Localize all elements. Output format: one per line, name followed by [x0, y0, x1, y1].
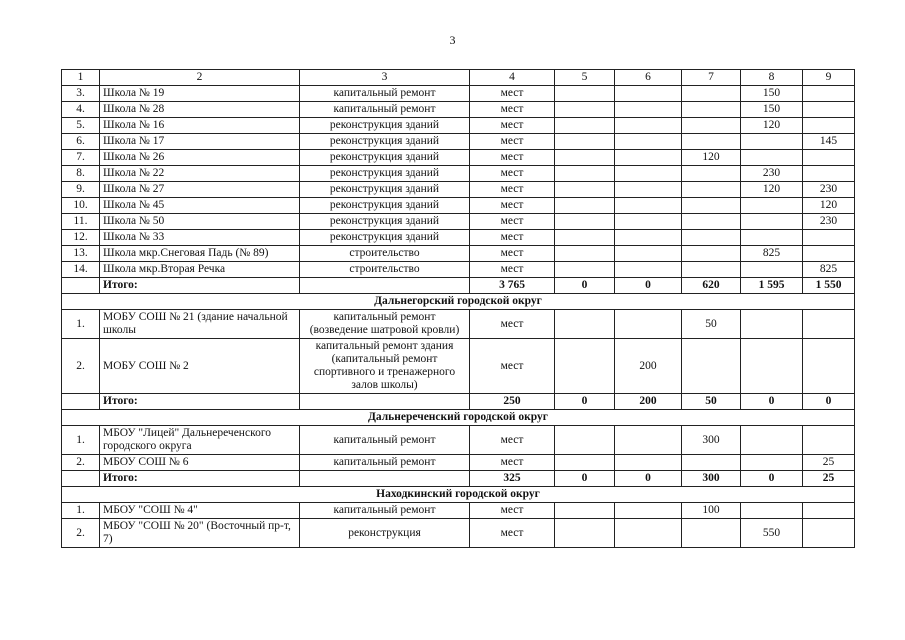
value-c7 — [682, 262, 741, 278]
value-c9: 825 — [803, 262, 855, 278]
row-number: 11. — [62, 214, 100, 230]
total-c5: 0 — [555, 278, 615, 294]
table-row — [62, 426, 855, 455]
value-c6 — [615, 118, 682, 134]
table-row — [62, 455, 855, 471]
value-c7 — [682, 246, 741, 262]
program-table — [61, 69, 855, 548]
table-row — [62, 214, 855, 230]
value-c7: 300 — [682, 426, 741, 455]
unit: мест — [470, 455, 555, 471]
unit: мест — [470, 198, 555, 214]
value-c9: 25 — [803, 455, 855, 471]
value-c7 — [682, 339, 741, 394]
value-c5 — [555, 198, 615, 214]
unit: мест — [470, 166, 555, 182]
value-c5 — [555, 102, 615, 118]
value-c9 — [803, 150, 855, 166]
header-cell: 1 — [62, 70, 100, 86]
section-header-row — [62, 410, 855, 426]
work-type: строительство — [300, 262, 470, 278]
value-c5 — [555, 262, 615, 278]
work-type: капитальный ремонт — [300, 455, 470, 471]
value-c8 — [741, 262, 803, 278]
header-cell: 3 — [300, 70, 470, 86]
row-number: 3. — [62, 86, 100, 102]
row-number: 10. — [62, 198, 100, 214]
value-c5 — [555, 230, 615, 246]
object-name: Школа мкр.Вторая Речка — [100, 262, 300, 278]
value-c9 — [803, 118, 855, 134]
value-c5 — [555, 310, 615, 339]
unit: мест — [470, 426, 555, 455]
unit: мест — [470, 339, 555, 394]
value-c5 — [555, 118, 615, 134]
object-name: Школа № 45 — [100, 198, 300, 214]
unit: мест — [470, 150, 555, 166]
work-type: капитальный ремонт здания (капитальный ремонт спортивного и тренажерного залов школы) — [300, 339, 470, 394]
total-empty — [62, 471, 100, 487]
work-type: капитальный ремонт — [300, 86, 470, 102]
table-row — [62, 182, 855, 198]
object-name: Школа № 26 — [100, 150, 300, 166]
section-header-row — [62, 294, 855, 310]
value-c9 — [803, 310, 855, 339]
row-number: 14. — [62, 262, 100, 278]
row-number: 4. — [62, 102, 100, 118]
value-c9 — [803, 426, 855, 455]
value-c6 — [615, 102, 682, 118]
total-row — [62, 278, 855, 294]
value-c5 — [555, 214, 615, 230]
row-number: 2. — [62, 339, 100, 394]
total-empty — [62, 394, 100, 410]
value-c8 — [741, 426, 803, 455]
header-cell: 6 — [615, 70, 682, 86]
value-c8 — [741, 230, 803, 246]
section-title: Дальнегорский городской округ — [62, 294, 855, 310]
table-row — [62, 519, 855, 548]
value-c8 — [741, 198, 803, 214]
object-name: МБОУ "СОШ № 4" — [100, 503, 300, 519]
work-type: строительство — [300, 246, 470, 262]
value-c5 — [555, 166, 615, 182]
value-c6 — [615, 455, 682, 471]
page-number: 3 — [449, 33, 456, 47]
table-row — [62, 150, 855, 166]
total-row — [62, 394, 855, 410]
work-type: реконструкция зданий — [300, 230, 470, 246]
value-c7 — [682, 198, 741, 214]
value-c6 — [615, 503, 682, 519]
unit: мест — [470, 102, 555, 118]
table-row — [62, 230, 855, 246]
value-c5 — [555, 503, 615, 519]
object-name: Школа № 33 — [100, 230, 300, 246]
total-c9: 1 550 — [803, 278, 855, 294]
value-c6 — [615, 166, 682, 182]
section-header-row — [62, 487, 855, 503]
value-c8: 230 — [741, 166, 803, 182]
object-name: Школа № 50 — [100, 214, 300, 230]
value-c8 — [741, 214, 803, 230]
work-type: реконструкция зданий — [300, 150, 470, 166]
row-number: 5. — [62, 118, 100, 134]
value-c8: 150 — [741, 86, 803, 102]
object-name: Школа № 17 — [100, 134, 300, 150]
object-name: МОБУ СОШ № 21 (здание начальной школы — [100, 310, 300, 339]
total-c5: 0 — [555, 471, 615, 487]
value-c9 — [803, 86, 855, 102]
object-name: Школа № 19 — [100, 86, 300, 102]
total-label: Итого: — [100, 278, 300, 294]
total-c8: 1 595 — [741, 278, 803, 294]
work-type: капитальный ремонт — [300, 102, 470, 118]
object-name: Школа № 22 — [100, 166, 300, 182]
section-title: Дальнереченский городской округ — [62, 410, 855, 426]
table-row — [62, 246, 855, 262]
value-c9: 230 — [803, 214, 855, 230]
value-c5 — [555, 519, 615, 548]
row-number: 2. — [62, 519, 100, 548]
table-row — [62, 198, 855, 214]
total-c6: 200 — [615, 394, 682, 410]
value-c7 — [682, 214, 741, 230]
work-type: реконструкция зданий — [300, 214, 470, 230]
object-name: МБОУ "Лицей" Дальнереченского городского округа — [100, 426, 300, 455]
value-c5 — [555, 339, 615, 394]
total-empty — [300, 471, 470, 487]
value-c8: 150 — [741, 102, 803, 118]
total-c6: 0 — [615, 278, 682, 294]
object-name: МОБУ СОШ № 2 — [100, 339, 300, 394]
value-c7 — [682, 134, 741, 150]
value-c8: 120 — [741, 118, 803, 134]
header-cell: 4 — [470, 70, 555, 86]
value-c5 — [555, 426, 615, 455]
row-number: 1. — [62, 310, 100, 339]
total-c9: 0 — [803, 394, 855, 410]
header-cell: 5 — [555, 70, 615, 86]
value-c9 — [803, 519, 855, 548]
header-cell: 7 — [682, 70, 741, 86]
value-c9 — [803, 503, 855, 519]
value-c8 — [741, 503, 803, 519]
value-c7: 100 — [682, 503, 741, 519]
work-type: реконструкция зданий — [300, 182, 470, 198]
value-c5 — [555, 455, 615, 471]
total-label: Итого: — [100, 394, 300, 410]
total-empty — [300, 394, 470, 410]
value-c6 — [615, 198, 682, 214]
row-number: 1. — [62, 426, 100, 455]
object-name: Школа № 28 — [100, 102, 300, 118]
work-type: капитальный ремонт — [300, 503, 470, 519]
value-c6 — [615, 519, 682, 548]
value-c5 — [555, 246, 615, 262]
value-c8 — [741, 455, 803, 471]
value-c9 — [803, 246, 855, 262]
value-c7 — [682, 519, 741, 548]
total-c8: 0 — [741, 394, 803, 410]
unit: мест — [470, 118, 555, 134]
total-c9: 25 — [803, 471, 855, 487]
value-c7: 50 — [682, 310, 741, 339]
value-c8 — [741, 310, 803, 339]
work-type: реконструкция зданий — [300, 118, 470, 134]
work-type: реконструкция зданий — [300, 134, 470, 150]
value-c8: 120 — [741, 182, 803, 198]
total-empty — [62, 278, 100, 294]
row-number: 13. — [62, 246, 100, 262]
total-empty — [300, 278, 470, 294]
value-c5 — [555, 86, 615, 102]
header-cell: 8 — [741, 70, 803, 86]
value-c7 — [682, 102, 741, 118]
value-c6 — [615, 310, 682, 339]
value-c9: 230 — [803, 182, 855, 198]
unit: мест — [470, 134, 555, 150]
object-name: Школа мкр.Снеговая Падь (№ 89) — [100, 246, 300, 262]
value-c9 — [803, 102, 855, 118]
header-row — [62, 70, 855, 86]
value-c7 — [682, 118, 741, 134]
total-c7: 50 — [682, 394, 741, 410]
unit: мест — [470, 214, 555, 230]
total-c6: 0 — [615, 471, 682, 487]
value-c8: 825 — [741, 246, 803, 262]
value-c7 — [682, 182, 741, 198]
work-type: реконструкция — [300, 519, 470, 548]
value-c7 — [682, 230, 741, 246]
total-c5: 0 — [555, 394, 615, 410]
value-c6 — [615, 262, 682, 278]
value-c6 — [615, 246, 682, 262]
value-c6 — [615, 86, 682, 102]
value-c7 — [682, 86, 741, 102]
value-c9: 120 — [803, 198, 855, 214]
table-row — [62, 118, 855, 134]
table-row — [62, 503, 855, 519]
work-type: реконструкция зданий — [300, 198, 470, 214]
row-number: 6. — [62, 134, 100, 150]
value-c9: 145 — [803, 134, 855, 150]
value-c8 — [741, 339, 803, 394]
total-c7: 620 — [682, 278, 741, 294]
row-number: 8. — [62, 166, 100, 182]
table-row — [62, 339, 855, 394]
unit: мест — [470, 310, 555, 339]
value-c7 — [682, 166, 741, 182]
work-type: капитальный ремонт — [300, 426, 470, 455]
table-row — [62, 310, 855, 339]
row-number: 12. — [62, 230, 100, 246]
value-c6 — [615, 426, 682, 455]
row-number: 9. — [62, 182, 100, 198]
header-cell: 9 — [803, 70, 855, 86]
unit: мест — [470, 182, 555, 198]
unit: мест — [470, 519, 555, 548]
table-row — [62, 86, 855, 102]
value-c8: 550 — [741, 519, 803, 548]
value-c8 — [741, 134, 803, 150]
row-number: 2. — [62, 455, 100, 471]
total-c8: 0 — [741, 471, 803, 487]
section-title: Находкинский городской округ — [62, 487, 855, 503]
total-c4: 250 — [470, 394, 555, 410]
value-c8 — [741, 150, 803, 166]
value-c6 — [615, 214, 682, 230]
value-c7: 120 — [682, 150, 741, 166]
value-c9 — [803, 230, 855, 246]
unit: мест — [470, 246, 555, 262]
object-name: МБОУ СОШ № 6 — [100, 455, 300, 471]
value-c9 — [803, 339, 855, 394]
total-c4: 325 — [470, 471, 555, 487]
value-c5 — [555, 182, 615, 198]
unit: мест — [470, 230, 555, 246]
table-row — [62, 262, 855, 278]
total-c4: 3 765 — [470, 278, 555, 294]
value-c5 — [555, 150, 615, 166]
value-c5 — [555, 134, 615, 150]
total-label: Итого: — [100, 471, 300, 487]
row-number: 1. — [62, 503, 100, 519]
total-c7: 300 — [682, 471, 741, 487]
unit: мест — [470, 503, 555, 519]
object-name: Школа № 16 — [100, 118, 300, 134]
object-name: Школа № 27 — [100, 182, 300, 198]
object-name: МБОУ "СОШ № 20" (Восточный пр-т, 7) — [100, 519, 300, 548]
unit: мест — [470, 262, 555, 278]
work-type: капитальный ремонт (возведение шатровой кровли) — [300, 310, 470, 339]
value-c6 — [615, 230, 682, 246]
table-row — [62, 134, 855, 150]
work-type: реконструкция зданий — [300, 166, 470, 182]
value-c6 — [615, 134, 682, 150]
value-c6 — [615, 150, 682, 166]
value-c6: 200 — [615, 339, 682, 394]
table-row — [62, 102, 855, 118]
value-c7 — [682, 455, 741, 471]
total-row — [62, 471, 855, 487]
value-c6 — [615, 182, 682, 198]
value-c9 — [803, 166, 855, 182]
unit: мест — [470, 86, 555, 102]
table-row — [62, 166, 855, 182]
row-number: 7. — [62, 150, 100, 166]
header-cell: 2 — [100, 70, 300, 86]
